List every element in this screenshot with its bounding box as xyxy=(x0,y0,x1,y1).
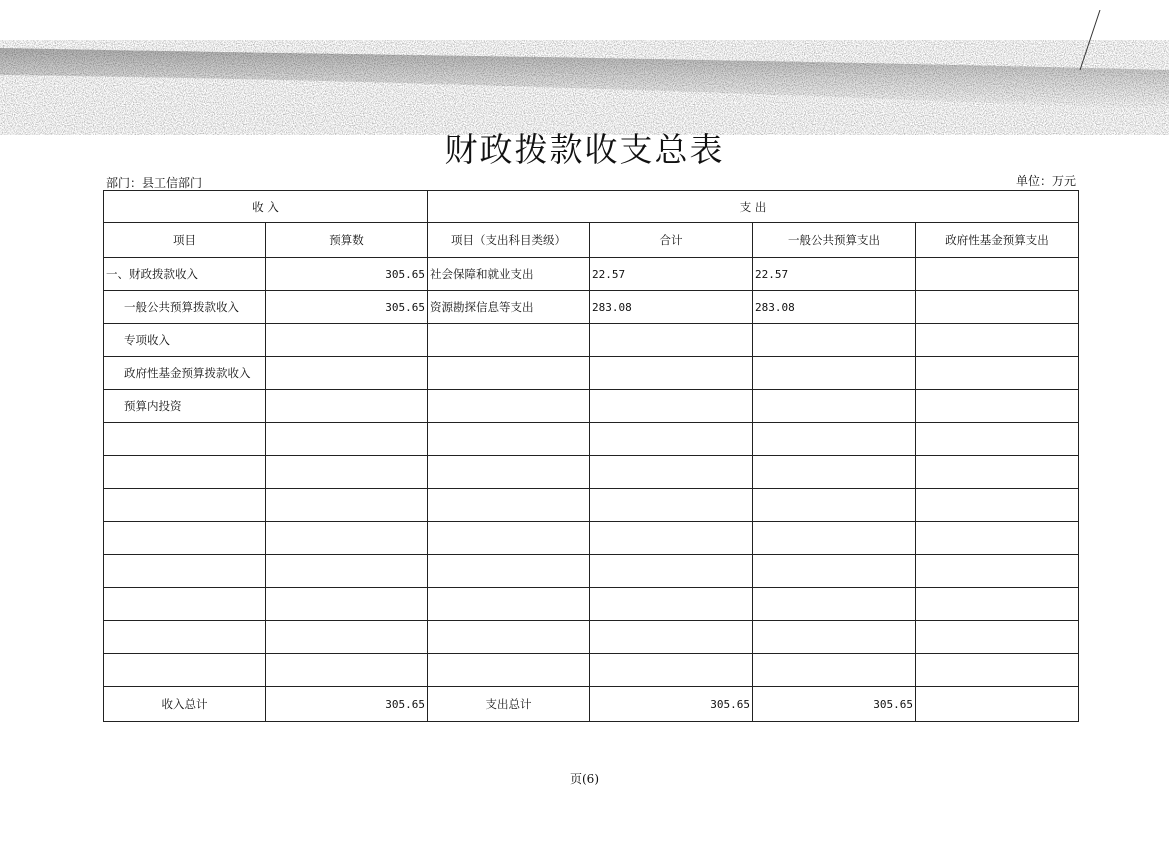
general-budget-cell: 283.08 xyxy=(753,291,916,324)
unit-label: 单位：万元 xyxy=(1015,174,1076,188)
income-item-cell xyxy=(104,456,266,489)
fund-budget-cell xyxy=(916,456,1079,489)
general-budget-cell xyxy=(753,357,916,390)
income-budget-cell xyxy=(266,555,428,588)
income-item-cell: 一、财政拨款收入 xyxy=(104,258,266,291)
general-budget-cell xyxy=(753,588,916,621)
expense-total-cell xyxy=(590,588,753,621)
expense-total-cell xyxy=(590,423,753,456)
expense-item-cell xyxy=(428,456,590,489)
col-header-budget: 预算数 xyxy=(266,223,428,258)
fund-budget-cell xyxy=(916,588,1079,621)
expense-total-cell xyxy=(590,324,753,357)
fund-budget-cell xyxy=(916,324,1079,357)
table-row xyxy=(104,390,1079,423)
col-header-expense-item: 项目（支出科目类级） xyxy=(428,223,590,258)
income-budget-cell xyxy=(266,489,428,522)
expense-header: 支 出 xyxy=(428,191,1079,223)
expense-item-cell: 资源勘探信息等支出 xyxy=(428,291,590,324)
expense-total-cell xyxy=(590,456,753,489)
fund-budget-cell xyxy=(916,357,1079,390)
expense-total-cell: 22.57 xyxy=(590,258,753,291)
expense-total-cell xyxy=(590,621,753,654)
fund-budget-cell xyxy=(916,654,1079,687)
table-body xyxy=(104,258,1079,687)
income-item-cell: 一般公共预算拨款收入 xyxy=(104,291,266,324)
general-budget-cell xyxy=(753,522,916,555)
income-header: 收 入 xyxy=(104,191,428,223)
fund-budget-cell xyxy=(916,555,1079,588)
income-budget-cell xyxy=(266,456,428,489)
income-item-cell xyxy=(104,654,266,687)
income-budget-cell xyxy=(266,621,428,654)
expense-total-value: 305.65 xyxy=(590,687,753,722)
general-budget-cell xyxy=(753,390,916,423)
income-total-value: 305.65 xyxy=(266,687,428,722)
expense-total-cell xyxy=(590,555,753,588)
col-header-general-budget: 一般公共预算支出 xyxy=(753,223,916,258)
expense-item-cell xyxy=(428,522,590,555)
income-total-label: 收入总计 xyxy=(104,687,266,722)
scan-shadow-band xyxy=(0,40,1169,135)
table-row xyxy=(104,489,1079,522)
expense-total-cell xyxy=(590,654,753,687)
total-row xyxy=(104,687,1079,722)
table-row xyxy=(104,621,1079,654)
table-row xyxy=(104,258,1079,291)
expense-item-cell xyxy=(428,489,590,522)
finance-table xyxy=(103,190,1079,722)
expense-item-cell xyxy=(428,423,590,456)
expense-total-cell xyxy=(590,489,753,522)
expense-total-cell xyxy=(590,357,753,390)
general-budget-cell xyxy=(753,555,916,588)
page-title: 财政拨款收支总表 xyxy=(444,130,725,169)
table-row xyxy=(104,522,1079,555)
fund-budget-total-value xyxy=(916,687,1079,722)
expense-item-cell: 社会保障和就业支出 xyxy=(428,258,590,291)
col-header-fund-budget: 政府性基金预算支出 xyxy=(916,223,1079,258)
table-row xyxy=(104,324,1079,357)
income-budget-cell: 305.65 xyxy=(266,291,428,324)
department-label: 部门：县工信部门 xyxy=(106,176,203,190)
expense-total-label: 支出总计 xyxy=(428,687,590,722)
expense-item-cell xyxy=(428,654,590,687)
fund-budget-cell xyxy=(916,621,1079,654)
fund-budget-cell xyxy=(916,522,1079,555)
col-header-total: 合计 xyxy=(590,223,753,258)
income-budget-cell xyxy=(266,357,428,390)
expense-item-cell xyxy=(428,390,590,423)
income-item-cell xyxy=(104,489,266,522)
expense-item-cell xyxy=(428,324,590,357)
general-budget-cell: 22.57 xyxy=(753,258,916,291)
income-budget-cell xyxy=(266,423,428,456)
general-budget-cell xyxy=(753,654,916,687)
expense-item-cell xyxy=(428,621,590,654)
general-budget-total-value: 305.65 xyxy=(753,687,916,722)
fund-budget-cell xyxy=(916,423,1079,456)
general-budget-cell xyxy=(753,324,916,357)
pen-mark xyxy=(1070,10,1130,80)
general-budget-cell xyxy=(753,621,916,654)
income-item-cell xyxy=(104,588,266,621)
income-item-cell xyxy=(104,423,266,456)
table-row xyxy=(104,654,1079,687)
expense-item-cell xyxy=(428,588,590,621)
income-item-cell: 预算内投资 xyxy=(104,390,266,423)
table-row xyxy=(104,456,1079,489)
table-row xyxy=(104,555,1079,588)
expense-item-cell xyxy=(428,555,590,588)
table-row xyxy=(104,291,1079,324)
expense-total-cell: 283.08 xyxy=(590,291,753,324)
fund-budget-cell xyxy=(916,390,1079,423)
income-budget-cell xyxy=(266,654,428,687)
column-header-row xyxy=(104,223,1079,258)
general-budget-cell xyxy=(753,489,916,522)
expense-item-cell xyxy=(428,357,590,390)
income-budget-cell xyxy=(266,522,428,555)
expense-total-cell xyxy=(590,522,753,555)
income-item-cell: 专项收入 xyxy=(104,324,266,357)
income-budget-cell xyxy=(266,390,428,423)
fund-budget-cell xyxy=(916,489,1079,522)
table-row xyxy=(104,423,1079,456)
group-header-row xyxy=(104,191,1079,223)
general-budget-cell xyxy=(753,456,916,489)
income-item-cell xyxy=(104,522,266,555)
income-budget-cell: 305.65 xyxy=(266,258,428,291)
table-row xyxy=(104,357,1079,390)
page-number: 页(6) xyxy=(570,772,599,786)
table-row xyxy=(104,588,1079,621)
general-budget-cell xyxy=(753,423,916,456)
income-item-cell xyxy=(104,555,266,588)
fund-budget-cell xyxy=(916,291,1079,324)
fund-budget-cell xyxy=(916,258,1079,291)
col-header-item: 项目 xyxy=(104,223,266,258)
income-budget-cell xyxy=(266,324,428,357)
income-budget-cell xyxy=(266,588,428,621)
expense-total-cell xyxy=(590,390,753,423)
income-item-cell xyxy=(104,621,266,654)
income-item-cell: 政府性基金预算拨款收入 xyxy=(104,357,266,390)
